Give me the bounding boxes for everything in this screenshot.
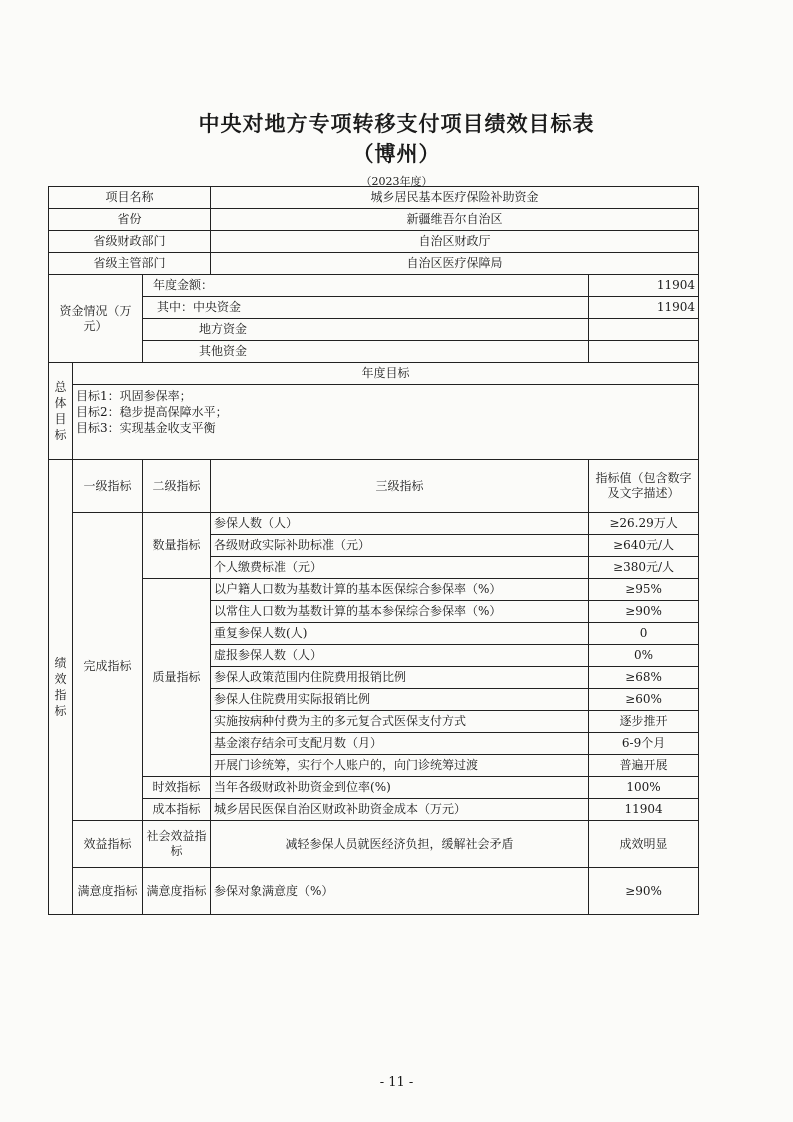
indicator-name: 实施按病种付费为主的多元复合式医保支付方式 xyxy=(211,711,589,733)
overall-goal-side-label: 总体目标 xyxy=(49,363,73,460)
finance-dept-value: 自治区财政厅 xyxy=(211,231,699,253)
cost-indicator: 成本指标 xyxy=(143,799,211,821)
province-label: 省份 xyxy=(49,209,211,231)
header-level3: 三级指标 xyxy=(211,460,589,513)
indicator-value: ≥640元/人 xyxy=(589,535,699,557)
indicator-value: 0 xyxy=(589,623,699,645)
indicator-name: 开展门诊统筹，实行个人账户的，向门诊统筹过渡 xyxy=(211,755,589,777)
indicator-value: 普遍开展 xyxy=(589,755,699,777)
indicator-name: 参保人数（人） xyxy=(211,513,589,535)
timeliness-indicator: 时效指标 xyxy=(143,777,211,799)
completion-indicator: 完成指标 xyxy=(73,513,143,821)
indicator-name: 当年各级财政补助资金到位率(%) xyxy=(211,777,589,799)
indicator-name: 参保对象满意度（%） xyxy=(211,868,589,915)
project-label: 项目名称 xyxy=(49,187,211,209)
indicator-name: 以常住人口数为基数计算的基本参保综合参保率（%） xyxy=(211,601,589,623)
funds-annual-label: 年度金额： xyxy=(143,275,589,297)
indicator-name: 以户籍人口数为基数计算的基本医保综合参保率（%） xyxy=(211,579,589,601)
performance-side-label: 绩效指标 xyxy=(49,460,73,915)
performance-table xyxy=(48,186,699,915)
indicator-name: 虚报参保人数（人） xyxy=(211,645,589,667)
goals-list xyxy=(73,385,699,460)
indicator-value: 逐步推开 xyxy=(589,711,699,733)
finance-dept-label: 省级财政部门 xyxy=(49,231,211,253)
funds-label: 资金情况（万元） xyxy=(49,275,143,363)
year-label: （2023年度） xyxy=(360,175,433,188)
funds-other-label: 其他资金 xyxy=(143,341,589,363)
quality-indicator: 质量指标 xyxy=(143,579,211,777)
indicator-value: ≥90% xyxy=(589,601,699,623)
funds-local-label: 地方资金 xyxy=(143,319,589,341)
indicator-value: 100% xyxy=(589,777,699,799)
funds-central-label: 其中：中央资金 xyxy=(143,297,589,319)
satisfaction-indicator: 满意度指标 xyxy=(73,868,143,915)
goal-item: 目标1：巩固参保率； xyxy=(76,389,192,403)
indicator-name: 参保人政策范围内住院费用报销比例 xyxy=(211,667,589,689)
indicator-value: ≥380元/人 xyxy=(589,557,699,579)
province-value: 新疆维吾尔自治区 xyxy=(211,209,699,231)
indicator-value: ≥95% xyxy=(589,579,699,601)
indicator-value: ≥68% xyxy=(589,667,699,689)
funds-annual-value: 11904 xyxy=(589,275,699,297)
indicator-value: 0% xyxy=(589,645,699,667)
indicator-name: 参保人住院费用实际报销比例 xyxy=(211,689,589,711)
header-level1: 一级指标 xyxy=(73,460,143,513)
funds-central-value: 11904 xyxy=(589,297,699,319)
benefit-indicator: 效益指标 xyxy=(73,821,143,868)
page-subtitle: （博州） xyxy=(352,142,441,166)
indicator-name: 各级财政实际补助标准（元） xyxy=(211,535,589,557)
indicator-name: 城乡居民医保自治区财政补助资金成本（万元） xyxy=(211,799,589,821)
indicator-value: ≥90% xyxy=(589,868,699,915)
competent-dept-label: 省级主管部门 xyxy=(49,253,211,275)
page-number: - 11 - xyxy=(379,1075,414,1090)
indicator-value: 11904 xyxy=(589,799,699,821)
project-value: 城乡居民基本医疗保险补助资金 xyxy=(211,187,699,209)
goal-item: 目标2：稳步提高保障水平； xyxy=(76,405,228,419)
indicator-value: 6-9个月 xyxy=(589,733,699,755)
funds-local-value xyxy=(589,319,699,341)
header-level2: 二级指标 xyxy=(143,460,211,513)
indicator-name: 基金滚存结余可支配月数（月） xyxy=(211,733,589,755)
indicator-value: 成效明显 xyxy=(589,821,699,868)
indicator-name: 减轻参保人员就医经济负担，缓解社会矛盾 xyxy=(211,821,589,868)
funds-other-value xyxy=(589,341,699,363)
social-benefit-indicator: 社会效益指标 xyxy=(143,821,211,868)
indicator-name: 个人缴费标准（元） xyxy=(211,557,589,579)
satisfaction-sub-indicator: 满意度指标 xyxy=(143,868,211,915)
indicator-value: ≥26.29万人 xyxy=(589,513,699,535)
competent-dept-value: 自治区医疗保障局 xyxy=(211,253,699,275)
page-title: 中央对地方专项转移支付项目绩效目标表 xyxy=(198,112,595,136)
header-value: 指标值（包含数字及文字描述） xyxy=(589,460,699,513)
annual-goal-header: 年度目标 xyxy=(73,363,699,385)
indicator-name: 重复参保人数(人) xyxy=(211,623,589,645)
quantity-indicator: 数量指标 xyxy=(143,513,211,579)
indicator-value: ≥60% xyxy=(589,689,699,711)
goal-item: 目标3：实现基金收支平衡 xyxy=(76,421,216,435)
